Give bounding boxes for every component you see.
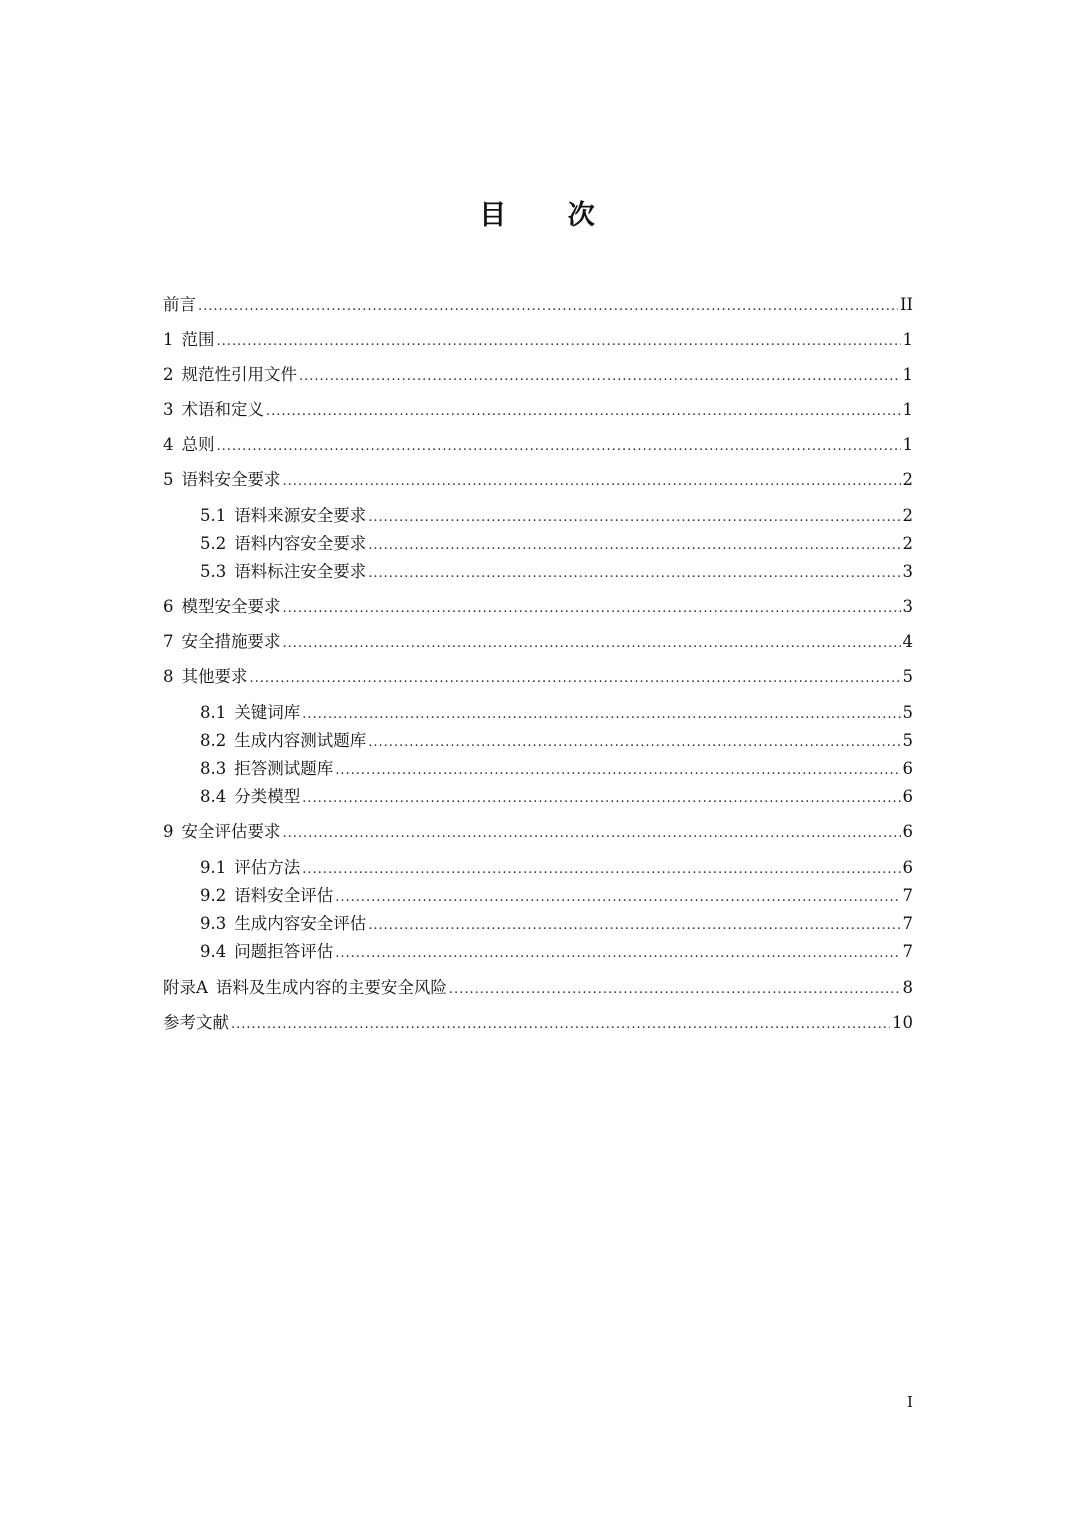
toc-entry[interactable] [200,881,913,911]
toc-entry-title: 语料来源安全要求 [234,506,367,525]
toc-entry-number: 6 [163,597,174,616]
toc-entry-title: 问题拒答评估 [234,942,334,961]
toc-entry-number: 7 [163,632,174,651]
toc-entry[interactable] [200,782,913,812]
toc-entry-title: 语料内容安全要求 [234,534,367,553]
toc-entry-page: 6 [902,759,913,778]
toc-entry[interactable] [163,465,913,495]
toc-leader-dots [302,784,900,814]
toc-entry-title: 安全评估要求 [181,822,281,841]
toc-entry-page: 6 [902,858,913,877]
toc-entry[interactable] [163,290,913,320]
toc-entry-number: 9.1 [200,858,227,877]
toc-leader-dots [335,939,900,969]
toc-entry[interactable] [163,1008,913,1038]
toc-entry-page: 8 [902,978,913,997]
toc-entry-title: 总则 [181,435,215,454]
toc-entry[interactable] [163,627,913,657]
toc-entry-page: 5 [902,667,913,686]
toc-entry-page: 2 [902,534,913,553]
toc-entry-number: 8.3 [200,759,227,778]
toc-entry[interactable] [163,662,913,692]
toc-entry-page: 2 [902,470,913,489]
toc-entry[interactable] [163,360,913,390]
toc-leader-dots [299,362,901,392]
toc-leader-dots [449,975,901,1005]
page-number: I [907,1393,913,1411]
toc-entry-page: 1 [902,435,913,454]
toc-entry-number: 4 [163,435,174,454]
toc-entry-number: 8.4 [200,787,227,806]
toc-entry-title: 生成内容安全评估 [234,914,367,933]
toc-entry[interactable] [200,754,913,784]
toc-entry[interactable] [200,698,913,728]
toc-entry-number: 5.1 [200,506,227,525]
toc-entry-page: 2 [902,506,913,525]
toc-leader-dots [217,327,901,357]
toc-entry-number: 5.2 [200,534,227,553]
toc-entry-page: 7 [902,914,913,933]
toc-entry[interactable] [163,395,913,425]
toc-entry-title: 其他要求 [181,667,248,686]
toc-entry-number: 3 [163,400,174,419]
toc-entry[interactable] [163,973,913,1003]
toc-entry-page: 1 [902,330,913,349]
toc-entry-number: 8.2 [200,731,227,750]
toc-entry-page: 1 [902,365,913,384]
toc-entry-title: 语料安全评估 [234,886,334,905]
toc-entry-page: 7 [902,942,913,961]
toc-entry-title: 范围 [181,330,215,349]
toc-leader-dots [283,594,901,624]
toc-entry-number: 9 [163,822,174,841]
toc-entry-title: 模型安全要求 [181,597,281,616]
toc-entry[interactable] [163,592,913,622]
toc-leader-dots [231,1010,890,1040]
toc-entry-title: 分类模型 [234,787,301,806]
toc-entry-number: 9.2 [200,886,227,905]
toc-entry-number: 9.3 [200,914,227,933]
toc-entry-number: 5.3 [200,562,227,581]
toc-entry[interactable] [200,937,913,967]
toc-entry-title: 拒答测试题库 [234,759,334,778]
toc-entry-title: 语料及生成内容的主要安全风险 [215,978,447,997]
toc-entry[interactable] [200,557,913,587]
toc-entry-page: II [899,295,913,314]
page-title: 目 次 [479,200,621,231]
toc-entry-number: 5 [163,470,174,489]
toc-leader-dots [368,559,900,589]
toc-entry-page: 6 [902,822,913,841]
toc-entry-title: 参考文献 [163,1013,229,1032]
toc-entry-title: 语料标注安全要求 [234,562,367,581]
toc-entry[interactable] [200,853,913,883]
toc-leader-dots [217,432,901,462]
toc-entry-title: 语料安全要求 [181,470,281,489]
toc-entry-page: 3 [902,597,913,616]
toc-entry-title: 术语和定义 [181,400,264,419]
toc-entry[interactable] [163,817,913,847]
toc-entry-page: 5 [902,703,913,722]
toc-leader-dots [198,292,898,322]
toc-entry[interactable] [163,430,913,460]
toc-entry-title: 关键词库 [234,703,301,722]
toc-entry-number: 附录A [163,978,208,997]
toc-entry-number: 8.1 [200,703,227,722]
toc-leader-dots [250,664,901,694]
toc-entry-number: 9.4 [200,942,227,961]
toc-entry-title: 评估方法 [234,858,301,877]
toc-leader-dots [283,467,901,497]
toc-entry[interactable] [200,909,913,939]
toc-entry-page: 6 [902,787,913,806]
toc-leader-dots [283,819,901,849]
toc-entry[interactable] [200,529,913,559]
toc-entry-page: 5 [902,731,913,750]
toc-entry[interactable] [163,325,913,355]
toc-leader-dots [283,629,901,659]
toc-entry-number: 1 [163,330,174,349]
toc-entry-page: 4 [902,632,913,651]
toc-entry-page: 1 [902,400,913,419]
toc-entry-page: 7 [902,886,913,905]
toc-entry[interactable] [200,726,913,756]
toc-entry-title: 安全措施要求 [181,632,281,651]
toc-entry-title: 规范性引用文件 [181,365,297,384]
toc-entry-page: 3 [902,562,913,581]
toc-entry-title: 前言 [163,295,196,314]
toc-entry-number: 2 [163,365,174,384]
toc-entry[interactable] [200,501,913,531]
toc-entry-title: 生成内容测试题库 [234,731,367,750]
toc-leader-dots [266,397,901,427]
toc-entry-number: 8 [163,667,174,686]
toc-entry-page: 10 [892,1013,913,1032]
